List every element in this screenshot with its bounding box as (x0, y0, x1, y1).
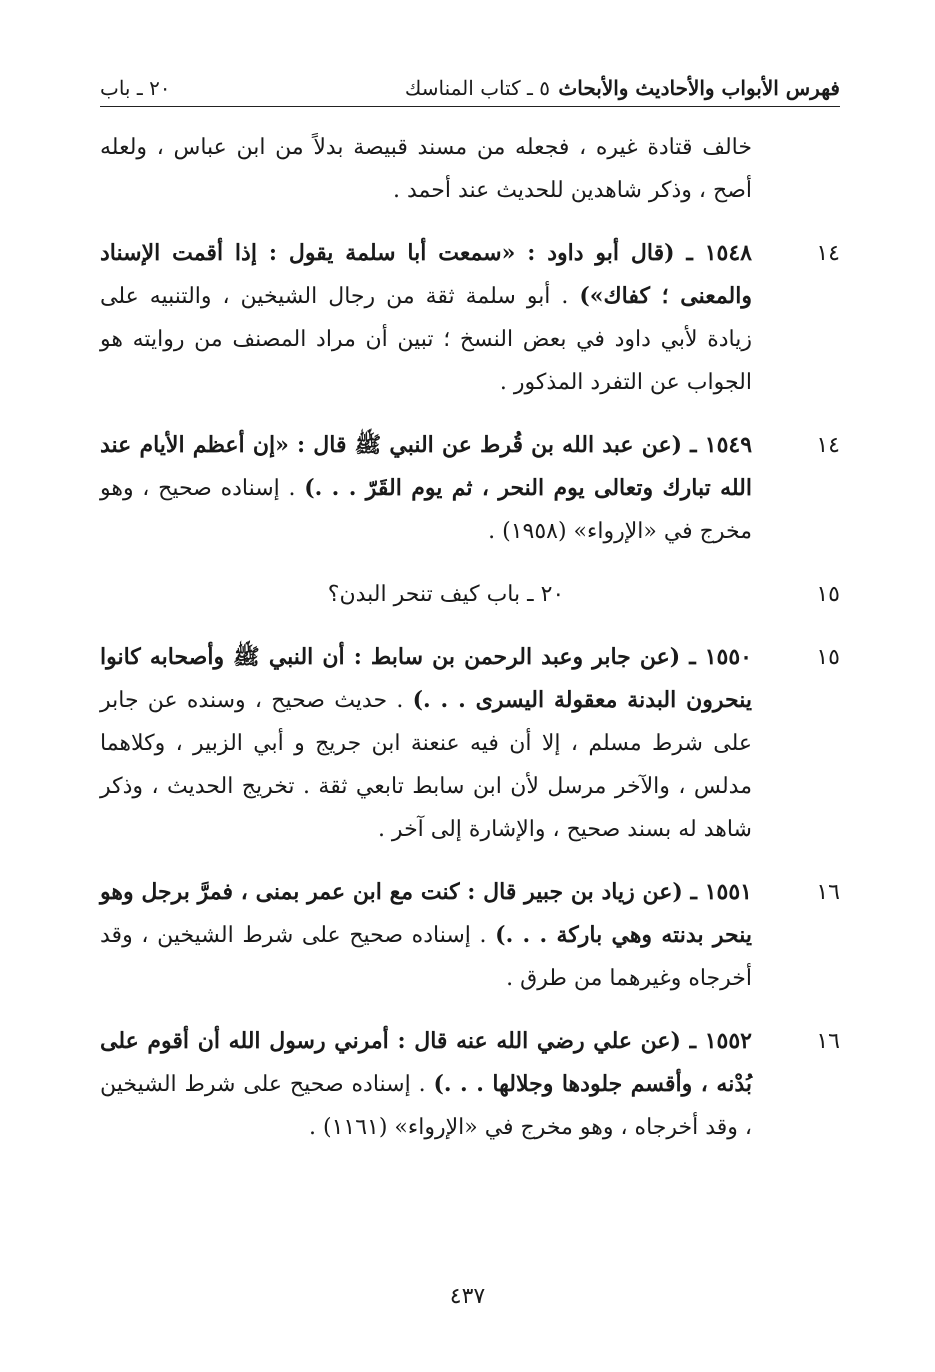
chapter-heading-row (100, 573, 840, 616)
running-header (100, 66, 840, 107)
entry-commentary: . أبو سلمة ثقة من رجال الشيخين ، والتنبيه على زيادة لأبي داود في بعض النسخ ؛ تبين أن مراد المصنف من روايته هو الجواب عن التفرد المذكور . (100, 284, 752, 395)
header-chapter: ٢٠ ـ باب (100, 76, 171, 100)
hadith-entry (100, 424, 840, 553)
hadith-entry (100, 636, 840, 851)
page-body (100, 126, 840, 1169)
hadith-entry (100, 871, 840, 1000)
entry-commentary: . إسناده صحيح ، وهو مخرج في «الإرواء» (١٩٥٨) . (100, 476, 752, 544)
entry-commentary: . إسناده صحيح على شرط الشيخين ، وقد أخرجاه وغيرهما من طرق . (100, 923, 752, 991)
entry-page-ref: ١٦ (816, 1029, 840, 1054)
entry-page-ref: ١٦ (816, 880, 840, 905)
hadith-text: ١٥٤٩ ـ (عن عبد الله بن قُرط عن النبي ﷺ قال : «إن أعظم الأيام عند الله تبارك وتعالى يوم النحر ، ثم يوم القَرّ . . .) (100, 432, 753, 501)
entry-page-ref: ١٥ (816, 645, 840, 670)
entry-page-ref: ١٤ (816, 241, 840, 266)
hadith-text: ١٥٥٢ ـ (عن علي رضي الله عنه قال : أمرني رسول الله أن أقوم على بُدْنه ، وأقسم جلودها وجلالها . . .) (100, 1028, 753, 1097)
chapter-heading: ٢٠ ـ باب كيف تنحر البدن؟ (327, 582, 565, 607)
chapter-page-ref: ١٥ (816, 582, 840, 607)
hadith-entry (100, 1020, 840, 1149)
page-number: ٤٣٧ (449, 1284, 486, 1309)
entry-page-ref: ١٤ (816, 433, 840, 458)
header-index-title: فهرس الأبواب والأحاديث والأبحاث (558, 76, 840, 100)
hadith-text: ١٥٥٠ ـ (عن جابر وعبد الرحمن بن سابط : أن النبي ﷺ وأصحابه كانوا ينحرون البدنة معقولة اليسرى . . .) (100, 644, 752, 713)
hadith-entry (100, 232, 840, 404)
hadith-text: ١٥٥١ ـ (عن زياد بن جبير قال : كنت مع ابن عمر بمنى ، فمرَّ برجل وهو ينحر بدنته وهي باركة . . .) (100, 879, 753, 948)
entry-commentary: خالف قتادة غيره ، فجعله من مسند قبيصة بدلاً من ابن عباس ، ولعله أصح ، وذكر شاهدين للحديث عند أحمد . (100, 135, 752, 203)
hadith-text: ١٥٤٨ ـ (قال أبو داود : «سمعت أبا سلمة يقول : إذا أقمت الإسناد والمعنى ؛ كفاك») (100, 240, 752, 309)
entry-commentary: . إسناده صحيح على شرط الشيخين ، وقد أخرجاه ، وهو مخرج في «الإرواء» (١١٦١) . (100, 1072, 752, 1140)
continuation-paragraph (100, 126, 840, 212)
entry-commentary: . حديث صحيح ، وسنده عن جابر على شرط مسلم ، إلا أن فيه عنعنة ابن جريج و أبي الزبير ، وكلاهما مدلس ، والآخر مرسل لأن ابن سابط تابعي ثقة . تخريج الحديث ، وذكر شاهد له بسند صحيح ، والإشارة إلى آخر . (100, 688, 752, 842)
header-book-title: ٥ ـ كتاب المناسك (404, 76, 550, 100)
